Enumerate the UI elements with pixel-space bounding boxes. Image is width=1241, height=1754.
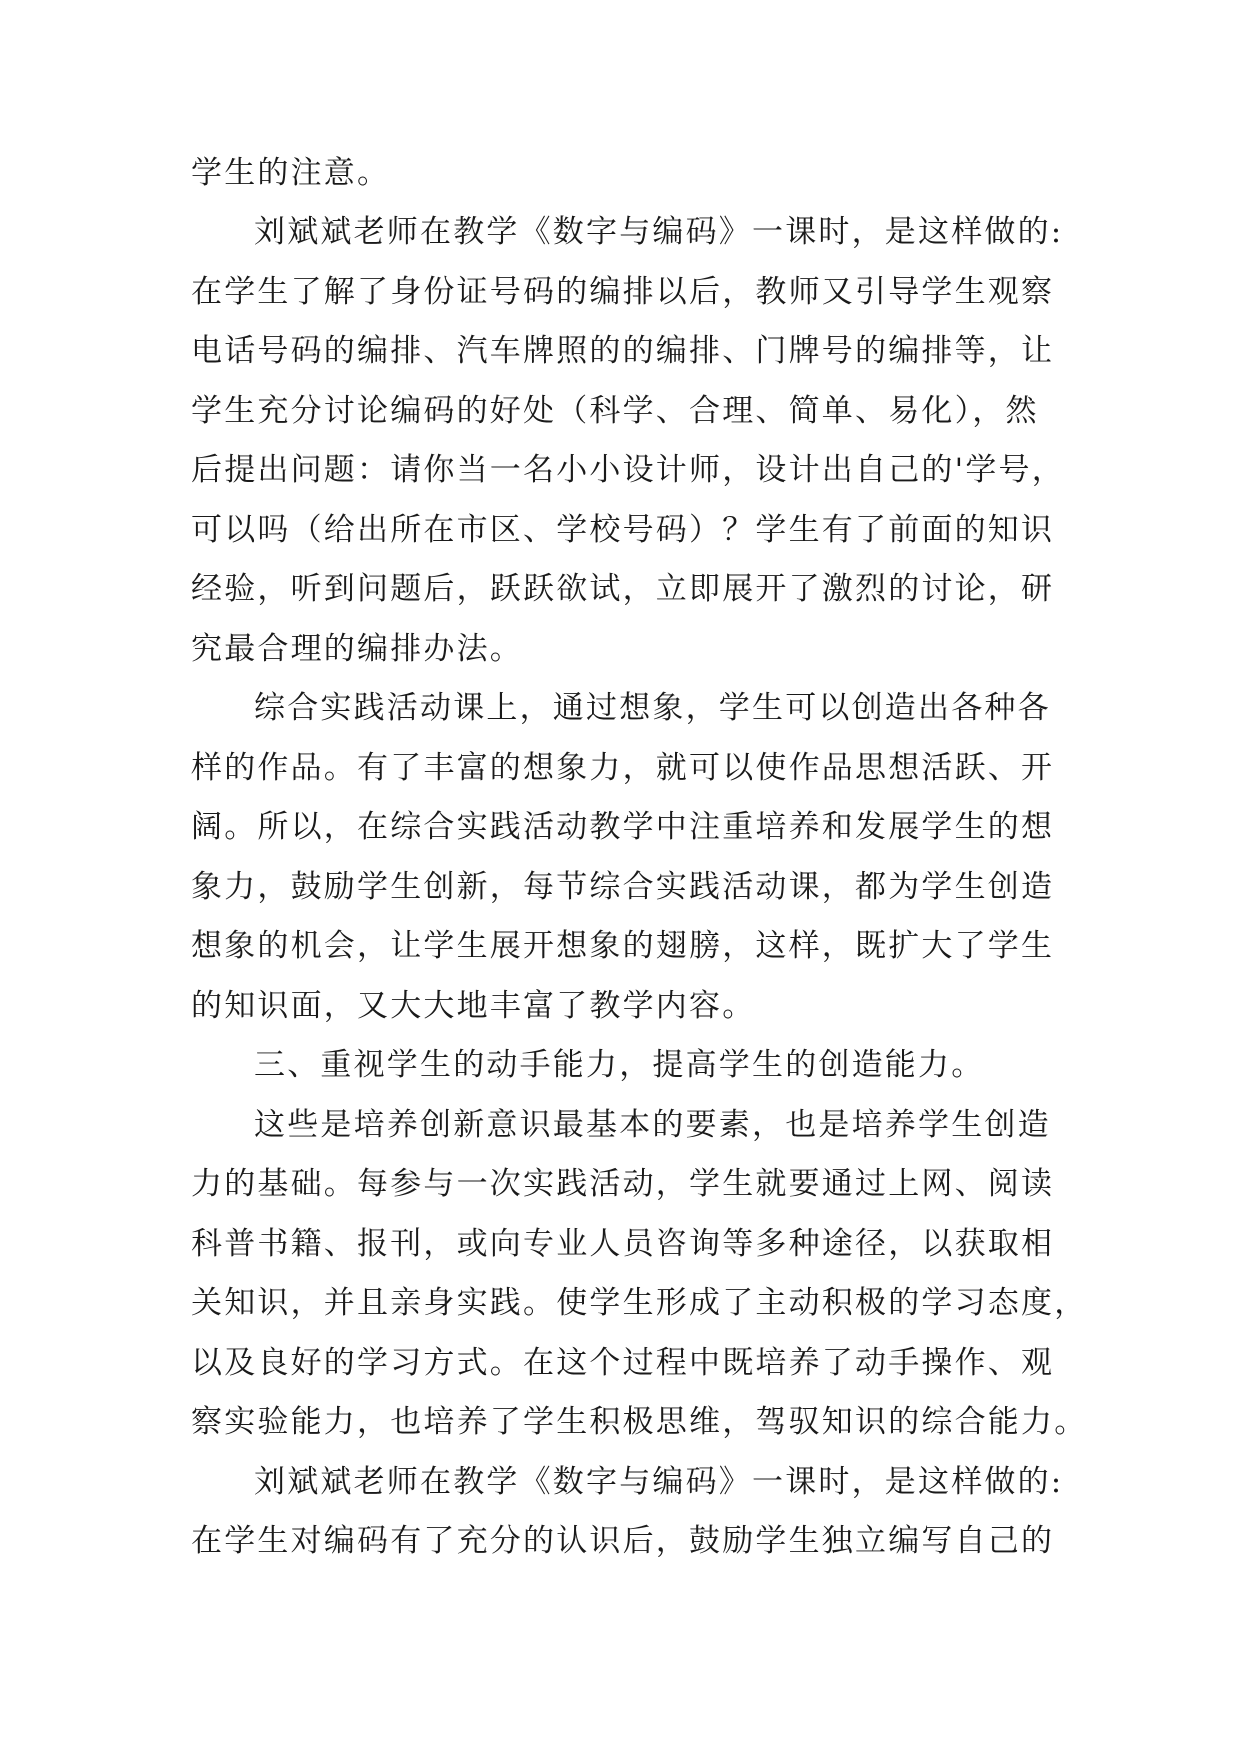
text-line: 科普书籍、报刊，或向专业人员咨询等多种途径，以获取相 (191, 1226, 1055, 1262)
text-line: 究最合理的编排办法。 (191, 631, 523, 667)
text-line: 后提出问题：请你当一名小小设计师，设计出自己的'学号， (191, 452, 1065, 488)
text-line: 学生的注意。 (191, 155, 391, 191)
text-line: 力的基础。每参与一次实践活动，学生就要通过上网、阅读 (191, 1166, 1055, 1202)
text-line: 这些是培养创新意识最基本的要素，也是培养学生创造 (254, 1107, 1051, 1143)
text-line: 的知识面，又大大地丰富了教学内容。 (191, 988, 756, 1024)
text-line: 综合实践活动课上，通过想象，学生可以创造出各种各 (254, 690, 1051, 726)
text-line: 样的作品。有了丰富的想象力，就可以使作品思想活跃、开 (191, 750, 1055, 786)
text-line: 想象的机会，让学生展开想象的翅膀，这样，既扩大了学生 (191, 928, 1055, 964)
text-line: 刘斌斌老师在教学《数字与编码》一课时，是这样做的: (254, 214, 1064, 250)
text-line: 关知识，并且亲身实践。使学生形成了主动积极的学习态度， (191, 1285, 1088, 1321)
text-line: 电话号码的编排、汽车牌照的的编排、门牌号的编排等，让 (191, 333, 1055, 369)
text-line: 阔。所以，在综合实践活动教学中注重培养和发展学生的想 (191, 809, 1055, 845)
text-line: 象力，鼓励学生创新，每节综合实践活动课，都为学生创造 (191, 869, 1055, 905)
text-line: 可以吗（给出所在市区、学校号码）？学生有了前面的知识 (191, 512, 1055, 548)
text-line: 察实验能力，也培养了学生积极思维，驾驭知识的综合能力。 (191, 1404, 1088, 1440)
text-line: 在学生了解了身份证号码的编排以后，教师又引导学生观察 (191, 274, 1055, 310)
text-line: 学生充分讨论编码的好处（科学、合理、简单、易化），然 (191, 393, 1039, 429)
text-line: 在学生对编码有了充分的认识后，鼓励学生独立编写自己的 (191, 1523, 1055, 1559)
section-heading: 三、重视学生的动手能力，提高学生的创造能力。 (254, 1047, 985, 1083)
text-line: 经验，听到问题后，跃跃欲试，立即展开了激烈的讨论，研 (191, 571, 1055, 607)
text-line: 以及良好的学习方式。在这个过程中既培养了动手操作、观 (191, 1345, 1055, 1381)
text-line: 刘斌斌老师在教学《数字与编码》一课时，是这样做的: (254, 1464, 1064, 1500)
